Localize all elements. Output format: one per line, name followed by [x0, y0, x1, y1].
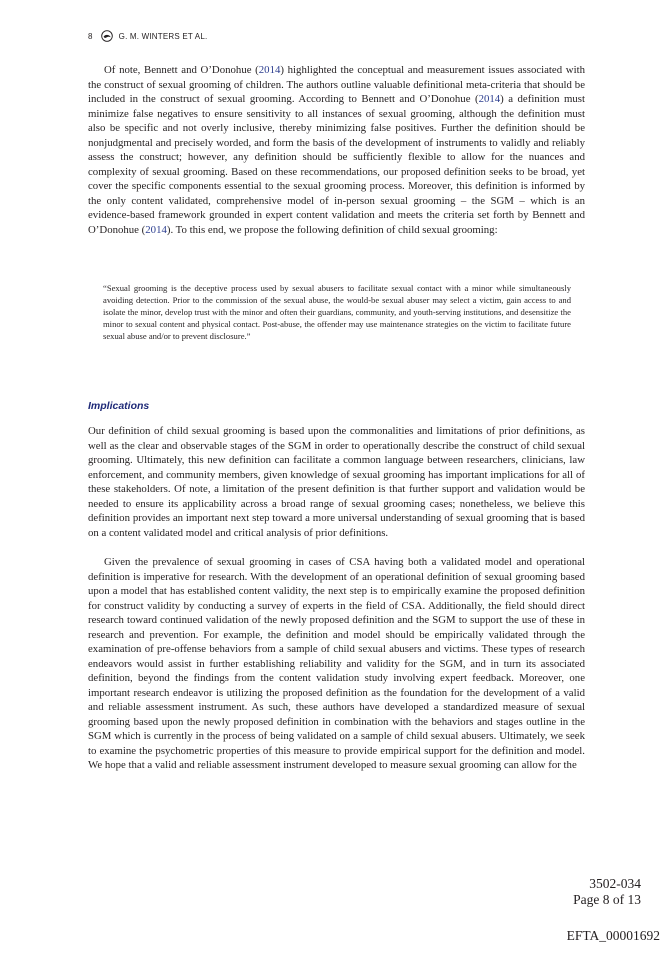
- footer-stamp: [573, 876, 641, 908]
- implications-paragraph-1: Our definition of child sexual grooming is based upon the commonalities and limitations of prior definitions, as well as the clear and observable stages of the SGM in order to operationally describe the construct of child sexual grooming. Ultimately, this new definition can facilitate a common language between researchers, clinicians, law enforcement, and community members, given knowledge of sexual grooming has important implications for all of these stakeholders. Of note, a limitation of the present definition is that further support and validation would be needed to ensure its applicability across a broad range of sexual grooming cases; nonetheless, we believe this definition provides an important next step toward a more universal understanding of sexual grooming that is based on a content validated model and critical analysis of prior definitions.: [88, 425, 585, 539]
- intro-text-d: ). To this end, we propose the following definition of child sexual grooming:: [166, 223, 498, 236]
- document-code: 3502-034: [589, 876, 641, 891]
- citation-link[interactable]: 2014: [258, 64, 281, 76]
- definition-quote: “Sexual grooming is the deceptive process used by sexual abusers to facilitate sexual contact with a minor while simultaneously avoiding detection. Prior to the commission of the sexual abuse, the would-be sexual abuser may select a victim, gain access to and isolate the minor, develop trust with the minor and often their guardians, community, and youth-serving institutions, and desensitize the minor to sexual content and physical contact. Post-abuse, the offender may use maintenance strategies on the victim to facilitate future sexual abuse and/or to prevent disclosure.”: [103, 283, 571, 342]
- citation-link[interactable]: 2014: [145, 223, 167, 236]
- running-head: [88, 30, 207, 42]
- intro-text-b: ) highlighted the conceptual and measurement issues associated with the construct of sexual grooming of children. The authors outline valuable definitional meta-criteria that should be included in the construct of sexual grooming. According to Bennett and O’Donohue (: [88, 64, 585, 105]
- publisher-logo-icon: [101, 30, 113, 42]
- intro-text-a: Of note, Bennett and O’Donohue (: [104, 64, 259, 76]
- implications-paragraph-2: Given the prevalence of sexual grooming in cases of CSA having both a validated model and operational definition is imperative for research. With the development of an operational definition of sexual grooming based upon a model that has established content validity, the next step is to empirically examine the proposed definition for construct validity by conducting a survey of experts in the field of CSA. Additionally, the field should direct research toward continued validation of the newly proposed definition and the SGM to support the use of these in research and prevention. For example, the definition and model should be empirically validated through the examination of pre-offense behaviors from a sample of child sexual abusers and victims. These types of research endeavors would assist in further establishing reliability and validity for the SGM, and in turn its associated definition, beyond the findings from the content validation study involving expert feedback. Moreover, one important research endeavor is utilizing the proposed definition as the foundation for the development of a valid and reliable assessment instrument. As such, these authors have developed a standardized measure of sexual grooming based upon the newly proposed definition in combination with the behaviors and stages outline in the SGM which is currently in the process of being validated on a sample of child sexual abusers. Ultimately, we seek to examine the psychometric properties of this measure to provide empirical support for the definition and model. We hope that a valid and reliable assessment instrument developed to measure sexual grooming can allow for the: [88, 556, 585, 771]
- page-counter: Page 8 of 13: [573, 892, 641, 907]
- running-title: G. M. WINTERS ET AL.: [118, 31, 208, 41]
- page-number: 8: [88, 31, 93, 41]
- intro-paragraph: [88, 63, 585, 237]
- efta-id: EFTA_00001692: [566, 928, 660, 943]
- intro-text-c: ) a definition must minimize false negatives to ensure sensitivity to all instances of sexual grooming, although the definition must also be specific and not overly inclusive, thereby minimizing false positives. Further the definition should be nonjudgmental and precisely worded, and form the basis of the development of instruments to validly and reliably assess the construct; however, any definition should be sufficiently flexible to allow for the nuances and complexity of sexual grooming. Based on these recommendations, our proposed definition seeks to be broad, yet cover the specific components essential to the sexual grooming process. Moreover, this definition is informed by the only content validated, comprehensive model of in-person sexual grooming – the SGM – which is an evidence-based framework grounded in expert content validation and meets the criteria set forth by Bennett and O’Donohue (: [88, 93, 586, 236]
- section-heading-implications: Implications: [88, 400, 150, 412]
- citation-link[interactable]: 2014: [478, 93, 501, 105]
